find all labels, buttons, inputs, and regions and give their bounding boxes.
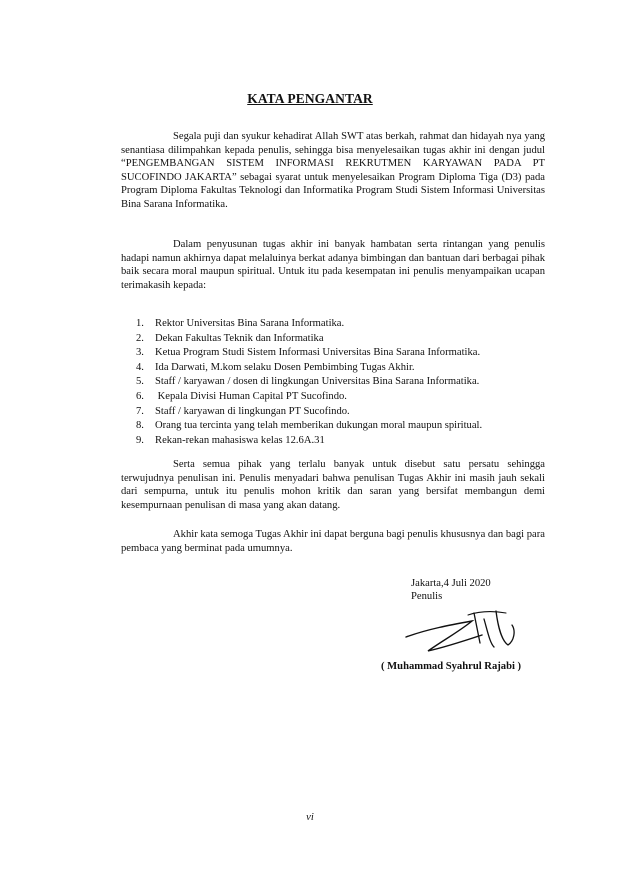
list-item-text: Ketua Program Studi Sistem Informasi Universitas Bina Sarana Informatika. (155, 347, 481, 359)
list-item (136, 419, 482, 434)
list-item-text: Ida Darwati, M.kom selaku Dosen Pembimbing Tugas Akhir. (155, 361, 415, 373)
list-item-text: Dekan Fakultas Teknik dan Informatika (155, 332, 324, 344)
signature-date: Jakarta,4 Juli 2020 (411, 578, 491, 589)
list-item-number: 9. (136, 434, 144, 446)
intro-paragraph: Segala puji dan syukur kehadirat Allah SWT atas berkah, rahmat dan hidayah nya yang senantiasa dilimpahkan kepada penulis, sehingga bisa menyelesaikan tugas akhir ini dengan judul “PENGEMBANGAN SISTEM INFORMASI REKRUTMEN KARYAWAN PADA PT SUCOFINDO JAKARTA” sebagai syarat untuk menyelesaikan Program Diploma Tiga (D3) pada Program Diploma Fakultas Teknologi dan Informatika Program Studi Sistem Informasi Universitas Bina Sarana Informatika. (121, 131, 545, 210)
list-item-number: 4. (136, 361, 144, 373)
list-item (136, 375, 482, 390)
list-item-text: Staff / karyawan di lingkungan PT Sucofindo. (155, 405, 350, 417)
list-item-text: Rekan-rekan mahasiswa kelas 12.6A.31 (155, 434, 325, 446)
closing-paragraph: Serta semua pihak yang terlalu banyak untuk disebut satu persatu sehingga terwujudnya penulisan ini. Penulis menyadari bahwa penulisan Tugas Akhir ini masih jauh sekali dari sempurna, untuk itu penulis mohon kritik dan saran yang bersifat membangun demi kesempurnaan penulisan di masa yang akan datang. (121, 459, 545, 511)
list-item (136, 332, 482, 347)
list-item (136, 405, 482, 420)
list-item (136, 434, 482, 449)
thanks-list (136, 317, 482, 448)
list-item (136, 346, 482, 361)
final-paragraph: Akhir kata semoga Tugas Akhir ini dapat berguna bagi penulis khususnya dan bagi para pembaca yang berminat pada umumnya. (121, 529, 545, 554)
list-item-number: 8. (136, 420, 144, 432)
page-title: KATA PENGANTAR (247, 91, 373, 106)
list-item (136, 361, 482, 376)
list-item-number: 5. (136, 376, 144, 388)
list-item (136, 390, 482, 405)
list-item-text: Orang tua tercinta yang telah memberikan dukungan moral maupun spiritual. (155, 420, 483, 432)
list-item-text: Staff / karyawan / dosen di lingkungan Universitas Bina Sarana Informatika. (155, 376, 480, 388)
page-number: vi (306, 812, 314, 823)
list-item-number: 3. (136, 347, 144, 359)
list-item-text: Kepala Divisi Human Capital PT Sucofindo. (155, 390, 347, 402)
signature-role: Penulis (411, 591, 443, 602)
list-item-number: 1. (136, 318, 144, 329)
list-item-number: 2. (136, 332, 144, 344)
list-item-number: 7. (136, 405, 144, 417)
handwritten-signature (398, 603, 528, 663)
list-item-number: 6. (136, 390, 144, 402)
list-item-text: Rektor Universitas Bina Sarana Informatika. (155, 318, 345, 329)
acknowledgement-paragraph: Dalam penyusunan tugas akhir ini banyak hambatan serta rintangan yang penulis hadapi namun akhirnya dapat melaluinya berkat adanya bimbingan dan bantuan dari berbagai pihak baik secara moral maupun spiritual. Untuk itu pada kesempatan ini penulis menyampaikan ucapan terimakasih kepada: (121, 239, 545, 291)
author-name: ( Muhammad Syahrul Rajabi ) (381, 661, 522, 672)
list-item (136, 317, 482, 332)
